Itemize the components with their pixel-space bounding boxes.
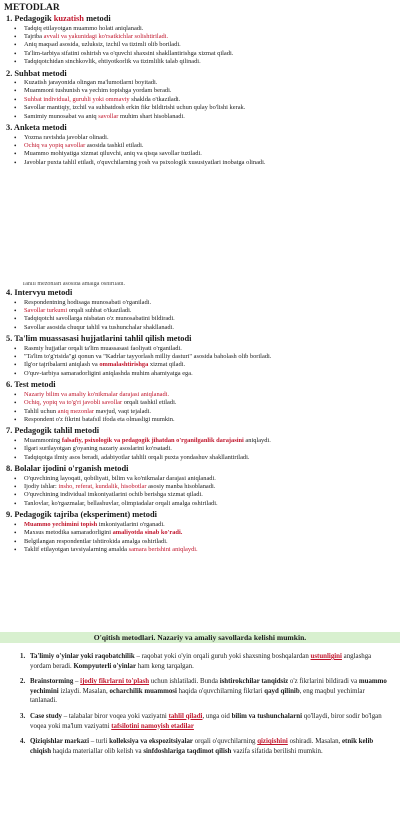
text-run: Muammoni tushunish va yechim topishga yordam beradi. [24,87,172,95]
list-item [24,399,400,407]
list-item [24,96,400,104]
text-run: orqali tashkil etiladi. [122,399,177,407]
methods-list-bottom [0,288,400,556]
method-heading [0,288,400,299]
text-run: qiziqishini [257,738,288,746]
method-section [0,123,400,169]
text-run: Taklif etilayotgan tavsiyalarning amalda [24,545,129,553]
text-run: Savollar asosida chuqur tahlil va tushunchalar shakllanadi. [24,323,174,331]
item-number: 4. [20,738,26,746]
text-run: izlaydi. Masalan, [58,687,110,695]
list-item [24,454,400,462]
list-item [24,142,400,150]
text-run: qo'llaydi, biror sodir bo'lgan voqea yoki ma'lum vaziyatni [30,712,382,730]
method-items [0,475,400,509]
method-heading [0,14,400,25]
numbered-item [0,712,400,731]
text-run: Tadqiqotchidan sinchkovlik, ehtiyotkorlik va tizimlilik talab qilinadi. [24,58,201,66]
text-run: Muammoning [24,436,62,444]
text-run: 5. Ta'lim muassasasi hujjatlarini tahlil qilish metodi [6,334,192,344]
list-item [24,445,400,453]
text-run: Ta'limiy o'yinlar yoki raqobatchilik [30,653,135,660]
list-item [24,475,400,483]
method-items [0,134,400,168]
text-run: haqida o'quvchilarning fikrlari [176,687,265,695]
text-run: Tanlovlar, ko'rgazmalar, bellashuvlar, olimpiadalar orqali amalga oshiriladi. [24,499,218,507]
text-run: – turli [89,738,110,746]
text-run: 6. Test metodi [6,380,56,390]
method-section [0,510,400,556]
text-run: ocharchilik muammosi [109,687,177,695]
numbered-methods-list [0,652,400,762]
list-item [24,500,400,508]
list-item [24,361,400,369]
text-run: 7. Pedagogik tahlil metodi [6,426,100,436]
text-run: o'z fikrlarini bildiradi va [288,678,359,686]
text-run: Yozma ravishda javoblar olinadi. [24,133,109,141]
text-run: aniqlaydi. [243,436,271,444]
list-item [24,353,400,361]
text-run: O'quvchining individual imkoniyatlarini ochib berishga xizmat qiladi. [24,491,203,499]
text-run: , eng maqbul yechimlar tanlanadi. [30,687,365,705]
text-run: qayd qilinib [264,687,300,695]
text-run: 2. Suhbat metodi [6,68,67,78]
text-run: ishtirokchilar tanqidsiz [219,678,289,686]
list-item [24,391,400,399]
text-run: tahlil qiladi [168,712,203,720]
method-heading [0,334,400,345]
text-run: Muammo yechimini topish [24,520,98,528]
method-section [0,426,400,464]
text-run: Qiziqishlar markazi [30,738,90,746]
text-run: asosida tashkil etiladi. [85,141,144,149]
list-item [24,538,400,546]
method-heading [0,510,400,521]
text-run: 8. Bolalar ijodini o'rganish metodi [6,464,129,474]
text-run: Respondentning hodisaga munosabati o'rganiladi. [24,298,152,306]
method-items [0,299,400,333]
list-item [24,58,400,66]
method-heading [0,123,400,134]
text-run: avvali va yakunidagi ko'rsatkichlar solishtiriladi. [43,32,169,40]
text-run: samara berishini aniqlaydi. [128,545,198,553]
text-run: Ta'lim-tarbiya sifatini oshirish va o'quvchi shaxsini shakllantirishga xizmat qiladi. [24,49,234,57]
list-item [24,546,400,554]
text-run: , unga oid [202,712,232,720]
text-run: vazifa sifatida berilishi mumkin. [231,747,323,755]
method-section [0,464,400,510]
text-run: – [73,678,81,686]
text-run: etnik kelib chiqish [30,738,374,755]
list-item [24,159,400,167]
list-item [24,521,400,529]
text-run: Kompyuterli o'yinlar [73,662,137,670]
text-run: aniq mezonlar [57,407,95,415]
teaching-methods-heading: O'qitish metodlari. Nazariy va amaliy savollarda kelishi mumkin. [93,633,307,642]
list-item [24,87,400,95]
list-item [24,324,400,332]
numbered-item [0,652,400,671]
text-run: O'quvchining layoqati, qobiliyati, bilim va ko'nikmalar darajasi aniqlanadi. [24,474,216,482]
text-run: 3. Anketa metodi [6,123,67,133]
list-item [24,299,400,307]
text-run: Ilg'or tajribalarni aniqlash va [24,361,100,369]
numbered-item [0,677,400,706]
text-run: kolleksiya va ekspozitsiyalar [109,738,193,746]
text-run: Savollar mantiqiy, izchil va suhbatdosh erkin fikr bildirishi uchun qulay bo'lishi kerak. [24,104,246,112]
text-run: bilim va tushunchalarni [231,712,303,720]
list-item [24,483,400,491]
text-run: Muammo mohiyatiga xizmat qiluvchi, aniq va qisqa savollar tuziladi. [24,150,202,158]
list-item [24,25,400,33]
method-section [0,14,400,69]
text-run: ommalashtirishga [99,361,149,369]
text-run: Samimiy munosabat va aniq [24,112,99,120]
text-run: ustunligini [310,653,342,660]
text-run: kuzatish [53,14,84,23]
list-item [24,491,400,499]
text-run: Respondent o'z fikrini batafsil ifoda eta olmasligi mumkin. [24,415,175,423]
text-run: asosiy manba hisoblanadi. [146,483,216,490]
list-item [24,113,400,121]
list-item [24,307,400,315]
text-run: ijodiy fikrlarni to'plash [80,678,150,686]
text-run: "Ta'lim to'g'risida"gi qonun va "Kadrlar tayyorlash milliy dasturi" asosida baholash olib boriladi. [24,353,272,361]
method-items [0,79,400,121]
list-item [24,370,400,378]
text-run: imkoniyatlarini o'rganadi. [97,520,165,528]
text-run: anglashga yordam beradi. [30,653,372,670]
text-run: Tadqiqotga ilmiy asos beradi, adabiyotlar tahlili orqali puxta yondashuv shakllantiriladi. [24,453,250,461]
text-run: Suhbat individual, guruhli yoki ommaviy [24,95,130,103]
text-run: Javoblar puxta tahlil etiladi, o'quvchilarning yosh va psixologik xususiyatlari inobatga olinadi. [24,158,266,166]
text-run: Tahlil uchun [24,407,58,415]
text-run: shaklda o'tkaziladi. [129,95,181,103]
list-item [24,437,400,445]
text-run: Tadqiq etilayotgan muammo holati aniqlanadi. [24,24,144,32]
item-number: 1. [20,653,26,660]
method-heading [0,69,400,80]
item-number: 2. [20,678,26,686]
text-run: O'quv-tarbiya samaradorligini aniqlashda muhim ahamiyatga ega. [24,369,193,377]
text-run: 1. Pedagogik [6,14,54,23]
text-run: falsafiy, psixologik va pedagogik jihatdan o'rganilganlik darajasini [61,436,244,444]
numbered-item [0,737,400,756]
list-item [24,134,400,142]
text-run: Tadqiqotchi savollarga nisbatan o'z munosabatini bildiradi. [24,315,175,323]
text-run: tafsilotini namoyish etadilar [111,722,194,730]
text-run: orqali suhbat o'tkaziladi. [67,306,132,314]
method-heading [0,464,400,475]
method-section [0,334,400,380]
text-run: Ijodiy ishlar: [24,483,59,490]
text-run: Ochiq va yopiq savollar [24,141,86,149]
methods-list-top [0,14,400,169]
list-item [24,416,400,424]
cut-line-text: Tahlil mezonlari asosida amalga oshiriladi. [22,282,126,287]
text-run: Ilgari surilayotgan g'oyaning nazariy asoslarini ko'rsatadi. [24,445,172,453]
text-run: – talabalar biror voqea yoki vaziyatni [61,712,169,720]
page-section-top [0,0,400,260]
document-title: METODLAR [4,3,60,13]
text-run: 4. Intervyu metodi [6,288,73,297]
text-run: Ochiq, yopiq va to'g'ri javobli savollar [24,399,123,407]
text-run: uchun ishlatiladi. Bunda [149,678,220,686]
text-run: Maxsus metodika samaradorligini [24,529,113,537]
text-run: – raqobat yoki o'yin orqali guruh yoki shaxsning boshqalardan [134,653,311,660]
list-item [24,408,400,416]
text-run: xizmat qiladi. [148,361,186,369]
text-run: sinfdoshlariga taqdimot qilish [143,747,232,755]
text-run: 9. Pedagogik tajriba (eksperiment) metodi [6,510,157,520]
text-run: muhim shart hisoblanadi. [118,112,185,120]
page-section-bottom [0,288,400,556]
text-run: Aniq maqsad asosida, uzluksiz, izchil va tizimli olib boriladi. [24,41,181,49]
text-run: Case study [30,712,62,720]
text-run: insho, referat, kundalik, hisobotlar [58,483,147,490]
text-run: mavjud, vaqt tejaladi. [94,407,151,415]
text-run: amaliyotda sinab ko'radi. [112,529,183,537]
method-items [0,437,400,462]
method-items [0,25,400,67]
list-item [24,345,400,353]
method-heading [0,426,400,437]
text-run: Belgilangan respondentlar ishtirokida amalga oshiriladi. [24,537,168,545]
list-item [24,529,400,537]
method-items [0,521,400,555]
text-run: haqida materiallar olib kelish va [51,747,144,755]
text-run: Nazariy bilim va amaliy ko'nikmalar darajasi aniqlanadi. [24,390,170,398]
method-section [0,288,400,334]
list-item [24,33,400,41]
list-item [24,41,400,49]
list-item [24,50,400,58]
text-run: Savollar turkumi [24,306,68,314]
text-run: metodi [83,14,111,23]
list-item [24,150,400,158]
method-items [0,391,400,425]
list-item [24,79,400,87]
text-run: Brainstorming [30,678,74,686]
method-items [0,345,400,379]
text-run: Tajriba [24,32,44,40]
text-run: oshiradi. Masalan, [287,738,342,746]
text-run: Rasmiy hujjatlar orqali ta'lim muassasasi faoliyati o'rganiladi. [24,344,182,352]
method-section [0,380,400,426]
text-run: Kuzatish jarayonida olingan ma'lumotlarni boyitadi. [24,79,158,87]
list-item [24,104,400,112]
text-run: orqali o'quvchilarning [192,738,258,746]
method-section [0,69,400,124]
text-run: muammo yechimini [30,678,387,695]
item-number: 3. [20,712,26,720]
list-item [24,315,400,323]
text-run: ham keng tarqalgan. [136,662,194,670]
method-heading [0,380,400,391]
text-run: savollar [98,112,119,120]
